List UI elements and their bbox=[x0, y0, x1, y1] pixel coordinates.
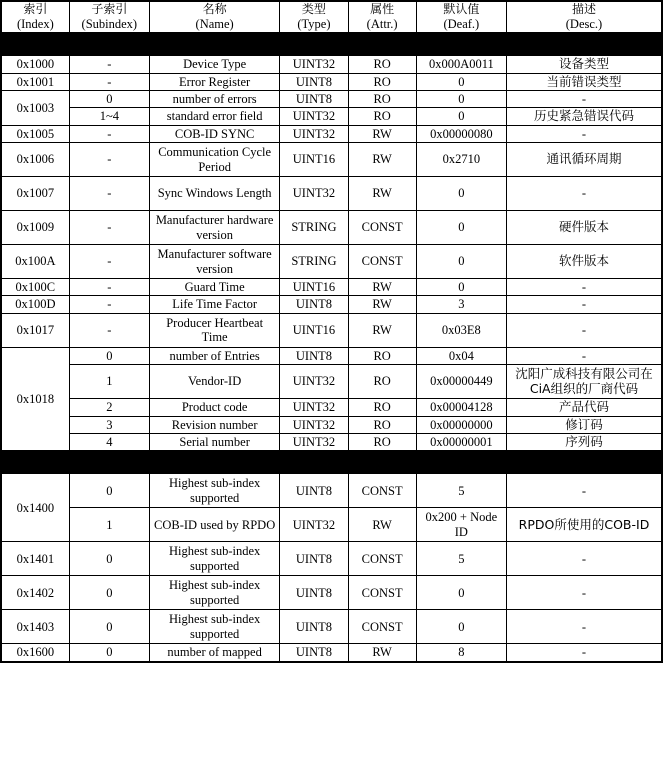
cell-type: UINT16 bbox=[280, 143, 348, 177]
cell-def: 0x00000000 bbox=[416, 416, 506, 433]
cell-desc: 历史紧急错误代码 bbox=[507, 108, 663, 125]
cell-def: 0 bbox=[416, 73, 506, 90]
cell-def: 8 bbox=[416, 644, 506, 662]
cell-type: UINT8 bbox=[280, 90, 348, 107]
cell-name: Life Time Factor bbox=[149, 296, 279, 313]
cell-desc: 硬件版本 bbox=[507, 211, 663, 245]
cell-attr: RW bbox=[348, 644, 416, 662]
cell-def: 0 bbox=[416, 279, 506, 296]
cell-type: UINT32 bbox=[280, 56, 348, 73]
cell-index: 0x1402 bbox=[1, 576, 69, 610]
cell-sub: 0 bbox=[69, 644, 149, 662]
cell-name: Revision number bbox=[149, 416, 279, 433]
cell-def: 0 bbox=[416, 245, 506, 279]
cell-desc: - bbox=[507, 177, 663, 211]
cell-attr: RO bbox=[348, 433, 416, 450]
cell-desc: RPDO所使用的COB-ID bbox=[507, 508, 663, 542]
cell-def: 3 bbox=[416, 296, 506, 313]
cell-type: UINT32 bbox=[280, 416, 348, 433]
cell-sub: 3 bbox=[69, 416, 149, 433]
cell-type: UINT32 bbox=[280, 508, 348, 542]
cell-def: 0 bbox=[416, 90, 506, 107]
cell-name: number of errors bbox=[149, 90, 279, 107]
table-row bbox=[1, 313, 662, 347]
cell-name: standard error field bbox=[149, 108, 279, 125]
cell-attr: RO bbox=[348, 73, 416, 90]
table-row bbox=[1, 644, 662, 662]
cell-name: number of mapped bbox=[149, 644, 279, 662]
cell-desc: 修订码 bbox=[507, 416, 663, 433]
cell-name: Guard Time bbox=[149, 279, 279, 296]
cell-name: Producer Heartbeat Time bbox=[149, 313, 279, 347]
cell-index: 0x100C bbox=[1, 279, 69, 296]
cell-sub: 0 bbox=[69, 610, 149, 644]
cell-name: Sync Windows Length bbox=[149, 177, 279, 211]
cell-type: UINT8 bbox=[280, 474, 348, 508]
table-row bbox=[1, 296, 662, 313]
cell-desc: 产品代码 bbox=[507, 399, 663, 416]
cell-sub: 1 bbox=[69, 508, 149, 542]
cell-desc: 序列码 bbox=[507, 433, 663, 450]
table-body bbox=[1, 33, 662, 662]
cell-attr: RW bbox=[348, 313, 416, 347]
cell-attr: RO bbox=[348, 347, 416, 364]
cell-sub: - bbox=[69, 177, 149, 211]
cell-sub: 0 bbox=[69, 90, 149, 107]
cell-def: 0x04 bbox=[416, 347, 506, 364]
cell-name: Highest sub-index supported bbox=[149, 474, 279, 508]
cell-desc: - bbox=[507, 90, 663, 107]
cell-def: 5 bbox=[416, 474, 506, 508]
cell-def: 5 bbox=[416, 542, 506, 576]
cell-type: STRING bbox=[280, 211, 348, 245]
cell-desc: - bbox=[507, 542, 663, 576]
cell-attr: RO bbox=[348, 365, 416, 399]
cell-desc: - bbox=[507, 296, 663, 313]
table-row bbox=[1, 365, 662, 399]
cell-def: 0x00000449 bbox=[416, 365, 506, 399]
cell-type: STRING bbox=[280, 245, 348, 279]
cell-def: 0x200 + Node ID bbox=[416, 508, 506, 542]
cell-index: 0x1000 bbox=[1, 56, 69, 73]
cell-name: number of Entries bbox=[149, 347, 279, 364]
cell-sub: 0 bbox=[69, 347, 149, 364]
cell-attr: CONST bbox=[348, 610, 416, 644]
cell-sub: 2 bbox=[69, 399, 149, 416]
cell-sub: - bbox=[69, 211, 149, 245]
cell-index: 0x1007 bbox=[1, 177, 69, 211]
cell-attr: RO bbox=[348, 416, 416, 433]
cell-attr: CONST bbox=[348, 245, 416, 279]
cell-type: UINT32 bbox=[280, 177, 348, 211]
cell-type: UINT32 bbox=[280, 125, 348, 142]
cell-name: Device Type bbox=[149, 56, 279, 73]
cell-attr: RW bbox=[348, 508, 416, 542]
cell-def: 0x00000080 bbox=[416, 125, 506, 142]
cell-attr: CONST bbox=[348, 576, 416, 610]
cell-def: 0x2710 bbox=[416, 143, 506, 177]
cell-index: 0x1400 bbox=[1, 474, 69, 542]
table-row bbox=[1, 433, 662, 450]
table-row bbox=[1, 73, 662, 90]
cell-attr: RW bbox=[348, 125, 416, 142]
cell-sub: - bbox=[69, 245, 149, 279]
cell-sub: 0 bbox=[69, 542, 149, 576]
cell-index: 0x1600 bbox=[1, 644, 69, 662]
cell-type: UINT8 bbox=[280, 347, 348, 364]
cell-type: UINT8 bbox=[280, 73, 348, 90]
section-title: 通 讯 参 数 bbox=[1, 33, 662, 56]
cell-attr: CONST bbox=[348, 211, 416, 245]
cell-def: 0x00004128 bbox=[416, 399, 506, 416]
cell-sub: 1~4 bbox=[69, 108, 149, 125]
cell-type: UINT8 bbox=[280, 542, 348, 576]
cell-sub: - bbox=[69, 296, 149, 313]
table-row bbox=[1, 143, 662, 177]
cell-desc: - bbox=[507, 313, 663, 347]
table-row bbox=[1, 399, 662, 416]
cell-def: 0 bbox=[416, 177, 506, 211]
cell-name: Highest sub-index supported bbox=[149, 542, 279, 576]
column-header-subindex: 子索引 (Subindex) bbox=[69, 1, 149, 33]
column-header-default: 默认值 (Deaf.) bbox=[416, 1, 506, 33]
table-row bbox=[1, 108, 662, 125]
cell-sub: - bbox=[69, 279, 149, 296]
table-row bbox=[1, 610, 662, 644]
table-row bbox=[1, 90, 662, 107]
table-row bbox=[1, 279, 662, 296]
table-row bbox=[1, 508, 662, 542]
cell-desc: - bbox=[507, 474, 663, 508]
section-header-row bbox=[1, 33, 662, 56]
cell-def: 0 bbox=[416, 610, 506, 644]
cell-desc: - bbox=[507, 125, 663, 142]
cell-name: Vendor-ID bbox=[149, 365, 279, 399]
cell-sub: 0 bbox=[69, 576, 149, 610]
cell-def: 0x03E8 bbox=[416, 313, 506, 347]
cell-index: 0x1003 bbox=[1, 90, 69, 125]
column-header-index: 索引 (Index) bbox=[1, 1, 69, 33]
cell-sub: - bbox=[69, 125, 149, 142]
cell-type: UINT8 bbox=[280, 296, 348, 313]
cell-type: UINT32 bbox=[280, 108, 348, 125]
cell-index: 0x100D bbox=[1, 296, 69, 313]
cell-desc: 当前错误类型 bbox=[507, 73, 663, 90]
cell-desc: - bbox=[507, 347, 663, 364]
cell-def: 0x000A0011 bbox=[416, 56, 506, 73]
cell-type: UINT16 bbox=[280, 279, 348, 296]
table-row bbox=[1, 576, 662, 610]
cell-attr: RW bbox=[348, 143, 416, 177]
cell-attr: RO bbox=[348, 108, 416, 125]
cell-name: Product code bbox=[149, 399, 279, 416]
cell-def: 0 bbox=[416, 108, 506, 125]
cell-attr: RW bbox=[348, 177, 416, 211]
cell-desc: 设备类型 bbox=[507, 56, 663, 73]
cell-name: COB-ID used by RPDO bbox=[149, 508, 279, 542]
cell-attr: CONST bbox=[348, 474, 416, 508]
header-row bbox=[1, 1, 662, 33]
cell-attr: RW bbox=[348, 279, 416, 296]
table-row bbox=[1, 56, 662, 73]
cell-type: UINT32 bbox=[280, 399, 348, 416]
cell-desc: - bbox=[507, 576, 663, 610]
cell-index: 0x1401 bbox=[1, 542, 69, 576]
cell-def: 0 bbox=[416, 211, 506, 245]
cell-type: UINT8 bbox=[280, 644, 348, 662]
cell-type: UINT8 bbox=[280, 610, 348, 644]
cell-desc: 软件版本 bbox=[507, 245, 663, 279]
cell-desc: 沈阳广成科技有限公司在CiA组织的厂商代码 bbox=[507, 365, 663, 399]
cell-name: Serial number bbox=[149, 433, 279, 450]
cell-index: 0x1018 bbox=[1, 347, 69, 451]
table-header bbox=[1, 1, 662, 33]
cell-def: 0x00000001 bbox=[416, 433, 506, 450]
cell-index: 0x1006 bbox=[1, 143, 69, 177]
cell-def: 0 bbox=[416, 576, 506, 610]
table-row bbox=[1, 177, 662, 211]
cell-sub: - bbox=[69, 73, 149, 90]
cell-name: Highest sub-index supported bbox=[149, 610, 279, 644]
cell-sub: 4 bbox=[69, 433, 149, 450]
cell-type: UINT8 bbox=[280, 576, 348, 610]
cell-name: Manufacturer hardware version bbox=[149, 211, 279, 245]
cell-sub: - bbox=[69, 313, 149, 347]
column-header-desc: 描述 (Desc.) bbox=[507, 1, 663, 33]
cell-attr: RO bbox=[348, 399, 416, 416]
cell-name: Error Register bbox=[149, 73, 279, 90]
table-row bbox=[1, 245, 662, 279]
cell-sub: 0 bbox=[69, 474, 149, 508]
cell-attr: RO bbox=[348, 56, 416, 73]
cell-name: Highest sub-index supported bbox=[149, 576, 279, 610]
cell-type: UINT32 bbox=[280, 365, 348, 399]
cell-index: 0x1005 bbox=[1, 125, 69, 142]
cell-desc: - bbox=[507, 279, 663, 296]
cell-attr: RO bbox=[348, 90, 416, 107]
table-row bbox=[1, 347, 662, 364]
column-header-attr: 属性 (Attr.) bbox=[348, 1, 416, 33]
cell-index: 0x100A bbox=[1, 245, 69, 279]
cell-sub: - bbox=[69, 143, 149, 177]
cell-desc: - bbox=[507, 644, 663, 662]
table-row bbox=[1, 474, 662, 508]
column-header-type: 类型 (Type) bbox=[280, 1, 348, 33]
cell-name: Manufacturer software version bbox=[149, 245, 279, 279]
cell-desc: - bbox=[507, 610, 663, 644]
cell-name: Communication Cycle Period bbox=[149, 143, 279, 177]
cell-type: UINT32 bbox=[280, 433, 348, 450]
section-header-row bbox=[1, 451, 662, 474]
cell-index: 0x1017 bbox=[1, 313, 69, 347]
section-title: RPDO 通 讯 参 数 bbox=[1, 451, 662, 474]
table-row bbox=[1, 416, 662, 433]
cell-type: UINT16 bbox=[280, 313, 348, 347]
cell-attr: RW bbox=[348, 296, 416, 313]
cell-name: COB-ID SYNC bbox=[149, 125, 279, 142]
cell-index: 0x1009 bbox=[1, 211, 69, 245]
cell-attr: CONST bbox=[348, 542, 416, 576]
cell-sub: - bbox=[69, 56, 149, 73]
table-row bbox=[1, 211, 662, 245]
table-row bbox=[1, 125, 662, 142]
column-header-name: 名称 (Name) bbox=[149, 1, 279, 33]
cell-desc: 通讯循环周期 bbox=[507, 143, 663, 177]
cell-sub: 1 bbox=[69, 365, 149, 399]
table-row bbox=[1, 542, 662, 576]
cell-index: 0x1001 bbox=[1, 73, 69, 90]
cell-index: 0x1403 bbox=[1, 610, 69, 644]
